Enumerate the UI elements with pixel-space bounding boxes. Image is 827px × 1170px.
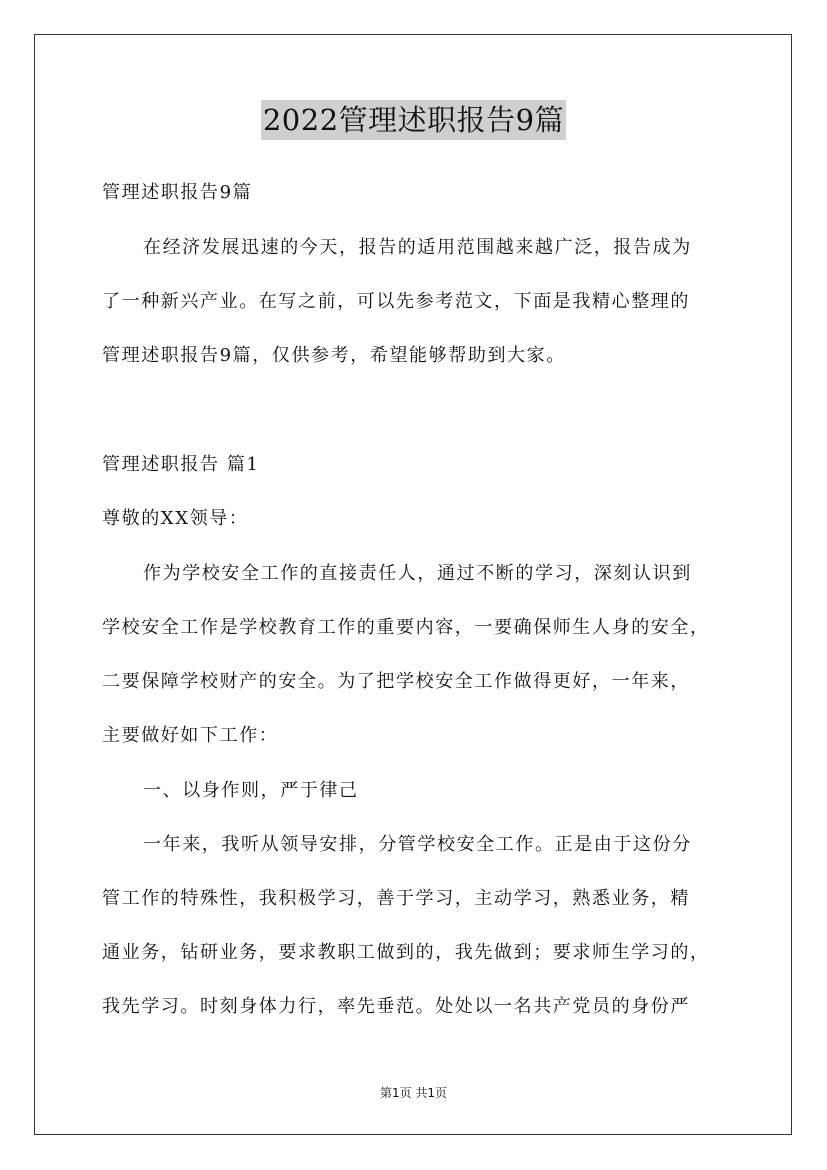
- paragraph-line: 管理述职报告9篇，仅供参考，希望能够帮助到大家。: [102, 345, 566, 366]
- paragraph-line: 主要做好如下工作：: [102, 725, 279, 746]
- paragraph-line: 了一种新兴产业。在写之前，可以先参考范文，下面是我精心整理的: [102, 291, 690, 312]
- paragraph-line: 在经济发展迅速的今天，报告的适用范围越来越广泛，报告成为: [143, 237, 692, 258]
- title-container: [0, 100, 827, 140]
- paragraph-line: 学校安全工作是学校教育工作的重要内容，一要确保师生人身的安全，: [102, 617, 710, 638]
- paragraph-line: 通业务，钻研业务，要求教职工做到的，我先做到；要求师生学习的，: [102, 942, 710, 963]
- subheading-line: 一、以身作则，严于律己: [143, 780, 359, 801]
- doc-subtitle-line: 管理述职报告9篇: [102, 182, 253, 203]
- section-heading: 管理述职报告 篇1: [102, 454, 260, 475]
- paragraph-line: 一年来，我听从领导安排，分管学校安全工作。正是由于这份分: [143, 834, 692, 855]
- paragraph-line: 二要保障学校财产的安全。为了把学校安全工作做得更好，一年来，: [102, 671, 690, 692]
- paragraph-line: 我先学习。时刻身体力行，率先垂范。处处以一名共产党员的身份严: [102, 996, 690, 1017]
- salutation-line: 尊敬的XX领导：: [102, 508, 249, 529]
- paragraph-line: 管工作的特殊性，我积极学习，善于学习，主动学习，熟悉业务，精: [102, 888, 690, 909]
- document-title: 2022管理述职报告9篇: [261, 100, 566, 140]
- paragraph-line: 作为学校安全工作的直接责任人，通过不断的学习，深刻认识到: [143, 563, 692, 584]
- page-number-footer: 第1页 共1页: [379, 1086, 448, 1100]
